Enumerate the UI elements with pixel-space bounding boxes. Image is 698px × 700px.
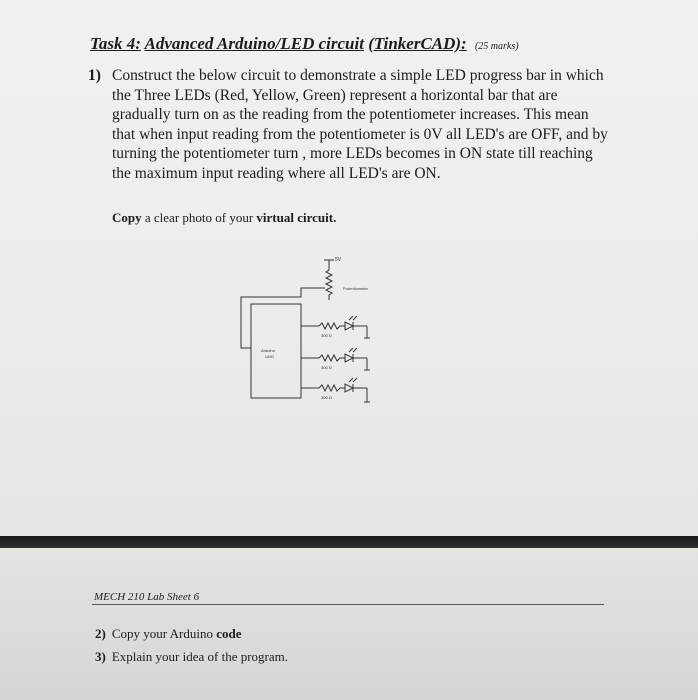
task-marks: (25 marks) <box>474 41 519 52</box>
task-title: Advanced Arduino/LED circuit <box>144 34 364 53</box>
copy-photo-instruction <box>112 210 336 226</box>
supply-label: 5V <box>335 257 342 263</box>
task-platform: (TinkerCAD): <box>368 34 467 53</box>
led-1 <box>345 316 370 338</box>
wire-analog-in <box>241 297 251 348</box>
question-3-text: Explain your idea of the program. <box>111 649 289 664</box>
wire-pot-wiper <box>241 288 315 304</box>
resistor-3-label: 300 Ω <box>321 395 332 400</box>
question-1-text: Construct the below circuit to demonstrate a simple LED progress bar in which the Three LEDs (Red, Yellow, Green) represent a horizontal bar that are gradually turn on as the reading from the potentiometer increases. This mean that when input reading from the potentiometer is 0V all LED's are OFF, and by turning the potentiometer turn , more LEDs becomes in ON state till reaching the maximum input reading where all LED's are ON. <box>112 67 608 182</box>
question-1-number: 1) <box>88 67 101 84</box>
lab-sheet-label: MECH 210 Lab Sheet 6 <box>94 591 200 603</box>
question-2 <box>95 626 242 642</box>
copy-word: Copy <box>112 210 142 225</box>
task-prefix: Task 4: <box>90 34 141 53</box>
virtual-circuit-word: virtual circuit <box>256 210 334 225</box>
question-3-number: 3) <box>95 649 106 664</box>
uno-label: UNO <box>265 354 274 359</box>
led-3 <box>345 378 370 402</box>
copy-middle: a clear photo of your <box>141 210 257 225</box>
question-1 <box>88 66 608 184</box>
circuit-schematic <box>235 252 385 412</box>
resistor-1-label: 300 Ω <box>321 333 332 338</box>
question-3 <box>95 649 288 665</box>
copy-end: . <box>333 210 337 225</box>
lab-sheet-rule <box>92 604 604 605</box>
arduino-board <box>251 304 301 398</box>
resistor-2-label: 300 Ω <box>321 365 332 370</box>
question-2-code-word: code <box>216 626 242 641</box>
resistor-3 <box>319 385 345 391</box>
potentiometer-label: Potentiometer <box>343 286 368 291</box>
led-2 <box>345 348 370 370</box>
resistor-1 <box>319 323 345 329</box>
question-2-text: Copy your Arduino <box>111 626 213 641</box>
potentiometer <box>326 266 332 300</box>
worksheet-page-bottom <box>0 548 698 700</box>
task-heading <box>90 34 519 54</box>
arduino-label: Arduino <box>261 348 275 353</box>
page-divider-band <box>0 536 698 548</box>
question-2-number: 2) <box>95 626 106 641</box>
resistor-2 <box>319 355 345 361</box>
